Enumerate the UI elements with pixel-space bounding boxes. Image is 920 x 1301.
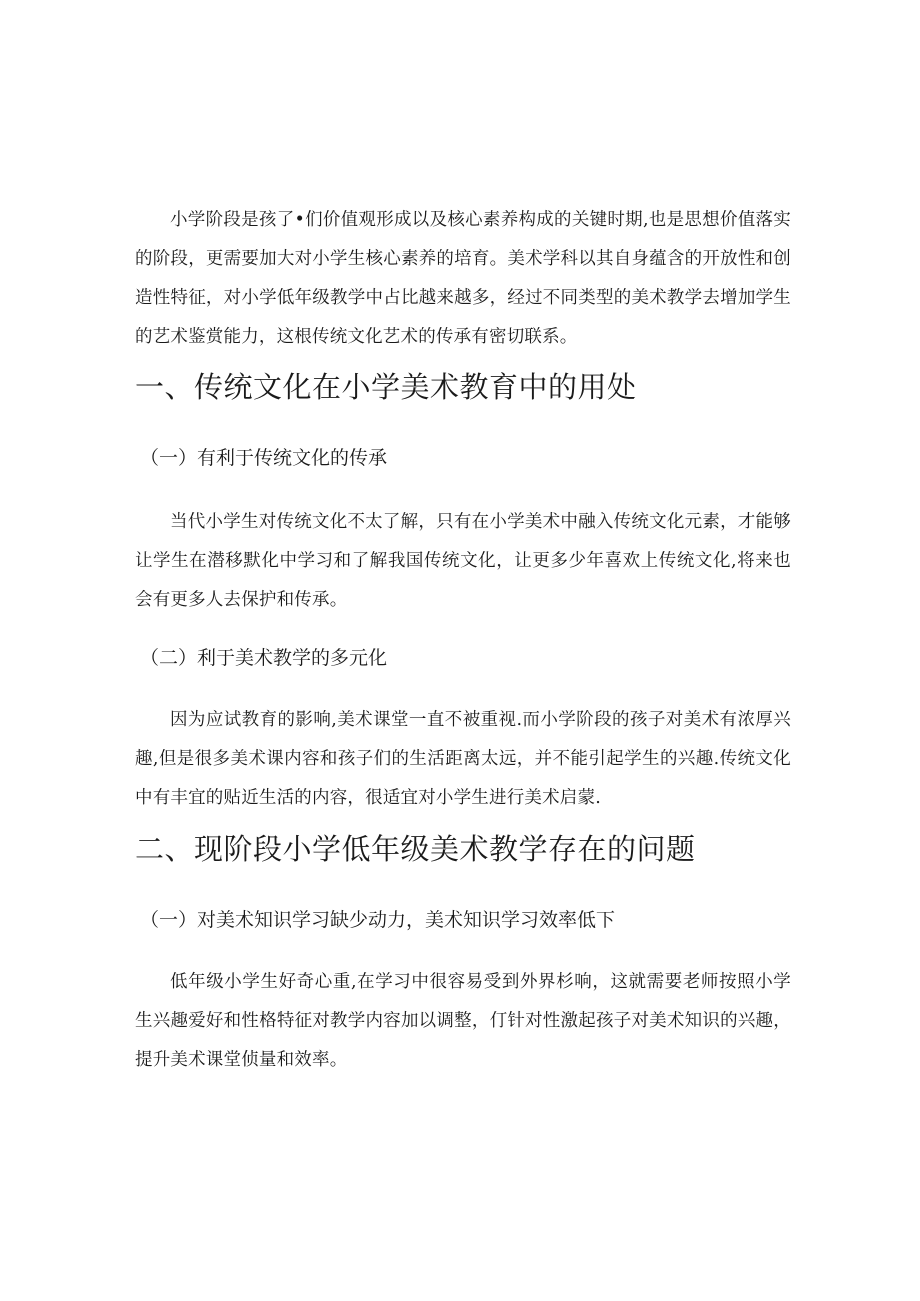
section-1-1-heading: （一）有利于传统文化的传承 <box>140 447 388 469</box>
section-2-heading: 二、现阶段小学低年级美术教学存在的问题 <box>135 832 696 866</box>
intro-paragraph: 小学阶段是孩了•们价值观形成以及核心素养构成的关键时期,也是思想价值落实的阶段，更需要加大对小学生核心素养的培育。美术学科以其自身蕴含的开放性和创造性特征，对小学低年级教学中占比越来越多，经过不同类型的美术教学去增加学生的艺术鉴赏能力，这根传统文化艺术的传承有密切联系。 <box>135 210 791 347</box>
section-1-2-heading: （二）利于美术教学的多元化 <box>140 647 388 669</box>
section-1-heading: 一、传统文化在小学美术教育中的用处 <box>135 370 637 404</box>
section-2-1-paragraph: 低年级小学生好奇心重,在学习中很容易受到外界杉响，这就需要老师按照小学生兴趣爱好和性格特征对教学内容加以调整，仃针对性激起孩子对美术知识的兴趣，提升美术课堂侦量和效率。 <box>135 972 791 1070</box>
section-1-1-paragraph: 当代小学生对传统文化不太了解，只有在小学美术中融入传统文化元素，才能够让学生在潜移默化中学习和了解我国传统文化，让更多少年喜欢上传统文化,将来也会有更多人去保护和传承。 <box>135 512 791 610</box>
section-1-2-paragraph: 因为应试教育的影响,美术课堂一直不被重视.而小学阶段的孩子对美术有浓厚兴趣,但是很多美术课内容和孩子们的生活距离太远，并不能引起学生的兴趣.传统文化中有丰宜的贴近生活的内容，很适宜对小学生进行美术启蒙. <box>135 710 791 808</box>
section-2-1-heading: （一）对美术知识学习缺少动力，美术知识学习效率低下 <box>140 909 616 931</box>
